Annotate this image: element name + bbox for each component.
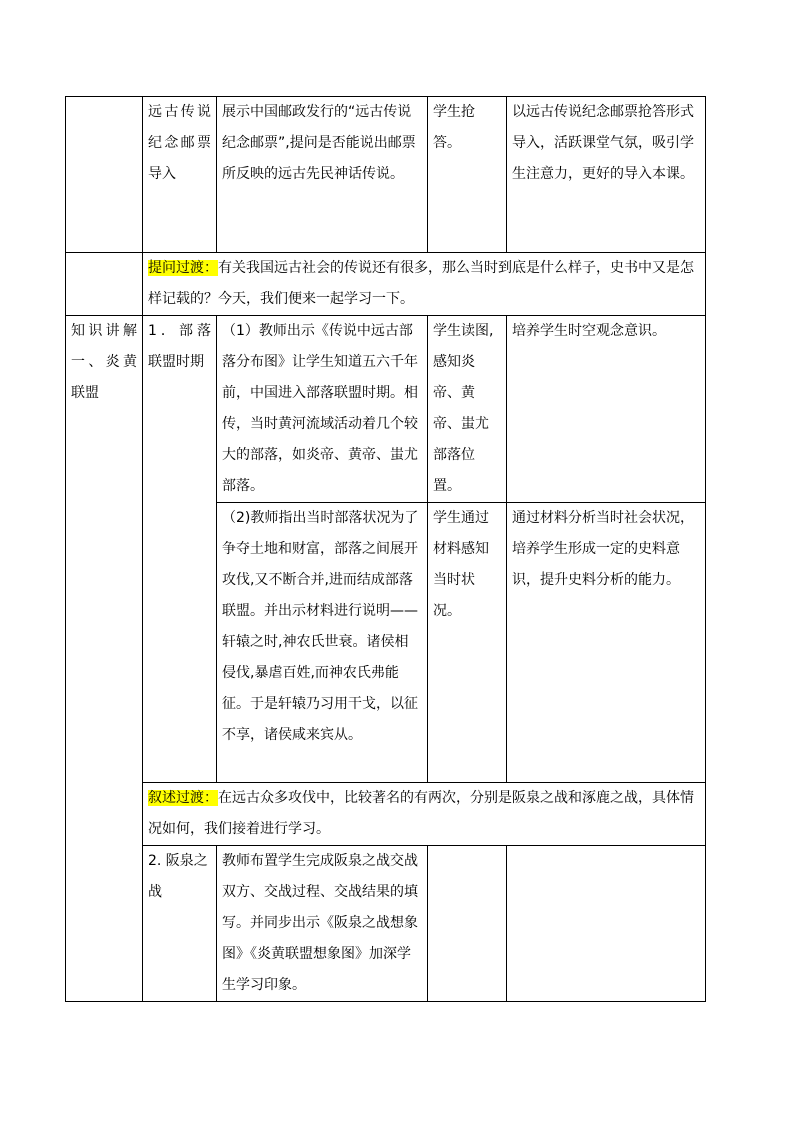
lesson-plan-table: [65, 96, 706, 1002]
topic-cell: 2. 阪泉之战: [143, 846, 217, 1002]
section-cell: [66, 97, 143, 253]
design-intent-cell: [507, 846, 706, 1002]
topic-cell: 1．部落联盟时期: [143, 316, 217, 783]
teacher-activity-cell: （2)教师指出当时部落状况为了争夺土地和财富，部落之间展开攻伐,又不断合并,进而结成部落联盟。并出示材料进行说明——轩辕之时,神农氏世衰。诸侯相侵伐,暴虐百姓,而神农氏弗能征。于是轩辕乃习用干戈，以征不享，诸侯咸来宾从。: [217, 503, 428, 783]
student-activity-cell: 学生通过材料感知当时状况。: [428, 503, 507, 783]
design-intent-cell: 以远古传说纪念邮票抢答形式导入，活跃课堂气氛，吸引学生注意力，更好的导入本课。: [507, 97, 706, 253]
table-row: [66, 846, 706, 1002]
teacher-activity-cell: （1）教师出示《传说中远古部落分布图》让学生知道五六千年前，中国进入部落联盟时期。相传，当时黄河流域活动着几个较大的部落，如炎帝、黄帝、蚩尤部落。: [217, 316, 428, 503]
table-row: [66, 97, 706, 253]
transition-cell: [143, 253, 706, 316]
transition-cell: [143, 783, 706, 846]
student-activity-cell: 学生抢答。: [428, 97, 507, 253]
teacher-activity-cell: 展示中国邮政发行的“远古传说纪念邮票”,提问是否能说出邮票所反映的远古先民神话传说。: [217, 97, 428, 253]
transition-text: 在远古众多攻伐中，比较著名的有两次，分别是阪泉之战和涿鹿之战，具体情况如何，我们接着进行学习。: [148, 790, 694, 837]
transition-text: 有关我国远古社会的传说还有很多，那么当时到底是什么样子，史书中又是怎样记载的？今天，我们便来一起学习一下。: [148, 260, 694, 307]
student-activity-cell: 学生读图,感知炎帝、黄帝、蚩尤部落位置。: [428, 316, 507, 503]
design-intent-cell: 通过材料分析当时社会状况，培养学生形成一定的史料意识，提升史料分析的能力。: [507, 503, 706, 783]
design-intent-cell: 培养学生时空观念意识。: [507, 316, 706, 503]
table-row: [66, 316, 706, 503]
transition-label: 叙述过渡：: [148, 790, 218, 806]
topic-cell: 远古传说纪念邮票导入: [143, 97, 217, 253]
student-activity-cell: [428, 846, 507, 1002]
teacher-activity-cell: 教师布置学生完成阪泉之战交战双方、交战过程、交战结果的填写。并同步出示《阪泉之战想象图》《炎黄联盟想象图》加深学生学习印象。: [217, 846, 428, 1002]
table-row: [66, 783, 706, 846]
table-row: [66, 253, 706, 316]
section-cell: [66, 253, 143, 316]
section-cell: 知识讲解一、炎黄联盟: [66, 316, 143, 1002]
transition-label: 提问过渡：: [148, 260, 218, 276]
